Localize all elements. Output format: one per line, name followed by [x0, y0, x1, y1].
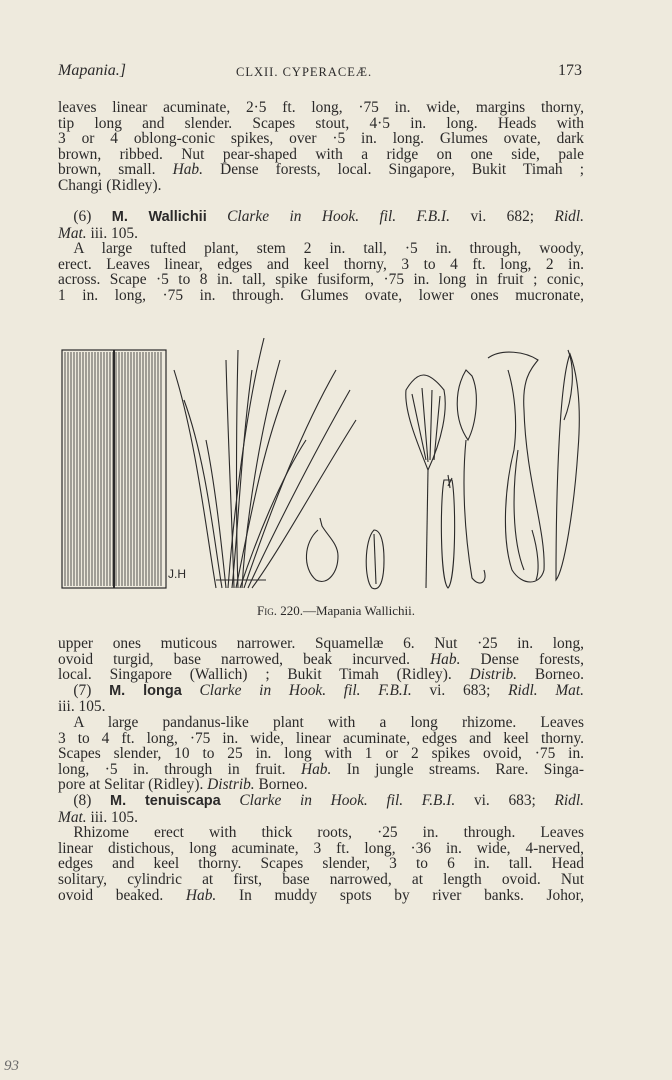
- text-line: brown, ribbed. Nut pear-shaped with a ridge on one side, pale: [58, 145, 584, 163]
- text-line: across. Scape ·5 to 8 in. tall, spike fusiform, ·75 in. long in fruit ; conic,: [58, 271, 584, 289]
- species-heading: (6) M. Wallichii Clarke in Hook. fil. F.B.I. vi. 682; Ridl.: [73, 208, 584, 225]
- paragraph-species-6-to-8: [58, 636, 584, 903]
- text-line: Mat. iii. 105.: [58, 224, 138, 242]
- text-line: solitary, cylindric at first, base narrowed, at length ovoid. Nut: [58, 870, 584, 888]
- figure-mapania-wallichii: [56, 330, 596, 598]
- text-line: 3 to 4 ft. long, ·75 in. wide, linear acuminate, edges and keel thorny.: [58, 729, 584, 747]
- text-line: Mat. iii. 105.: [58, 808, 138, 826]
- text-line: upper ones muticous narrower. Squamellæ 6. Nut ·25 in. long,: [58, 635, 584, 652]
- species-name: M. Wallichii: [111, 209, 207, 225]
- nut-illustration: [306, 518, 384, 589]
- page-number: 173: [558, 62, 582, 79]
- margin-annotation: 93: [4, 1058, 19, 1074]
- text-line: linear distichous, long acuminate, 3 ft. long, ·36 in. wide, 4-nerved,: [58, 839, 584, 857]
- page-header: [58, 62, 582, 88]
- text-line: leaves linear acuminate, 2·5 ft. long, ·75 in. wide, margins thorny,: [58, 99, 584, 116]
- species-heading: (8) M. tenuiscapa Clarke in Hook. fil. F.B.I. vi. 683; Ridl.: [73, 791, 584, 809]
- text-line: Scapes slender, 10 to 25 in. long with 1 or 2 spikes ovoid, ·75 in.: [58, 745, 584, 763]
- text-line: pore at Selitar (Ridley). Distrib. Borneo.: [58, 776, 308, 794]
- species-name: M. tenuiscapa: [110, 792, 221, 809]
- running-head-family: CLXII. CYPERACEÆ.: [236, 65, 373, 79]
- figure-caption: Fig. 220.—Mapania Wallichii.: [256, 603, 416, 618]
- text-line: ovoid beaked. Hab. In muddy spots by river banks. Johor,: [58, 886, 584, 904]
- text-line: ovoid turgid, base narrowed, beak incurved. Hab. Dense forests,: [58, 650, 584, 668]
- text-line: iii. 105.: [58, 698, 106, 716]
- text-line: tip long and slender. Scapes stout, 4·5 in. long. Heads with: [58, 114, 584, 132]
- paragraph-species-6: [58, 209, 584, 304]
- text-line: Changi (Ridley).: [58, 176, 162, 194]
- text-line: A large tufted plant, stem 2 in. tall, ·5 in. through, woody,: [73, 240, 584, 258]
- text-line: long, ·5 in. through in fruit. Hab. In jungle streams. Rare. Singa-: [58, 760, 584, 778]
- hab-label: Hab.: [172, 161, 203, 179]
- text-line: erect. Leaves linear, edges and keel thorny, 3 to 4 ft. long, 2 in.: [58, 255, 584, 273]
- running-head-genus: Mapania.]: [58, 62, 126, 79]
- text-line: A large pandanus-like plant with a long rhizome. Leaves: [73, 713, 584, 731]
- text-line: edges and keel thorny. Scapes slender, 3 to 6 in. tall. Head: [58, 855, 584, 873]
- paragraph-species-5-end: [58, 100, 584, 194]
- species-heading: (7) M. longa Clarke in Hook. fil. F.B.I. vi. 683; Ridl. Mat.: [73, 681, 584, 699]
- text-line: brown, small. Hab. Dense forests, local. Singapore, Bukit Timah ;: [58, 161, 584, 179]
- text-line: 3 or 4 oblong-conic spikes, over ·5 in. long. Glumes ovate, dark: [58, 130, 584, 148]
- tufted-plant-illustration: [174, 338, 356, 588]
- text-line: Rhizome erect with thick roots, ·25 in. through. Leaves: [73, 824, 584, 842]
- text-line: 1 in. long, ·75 in. through. Glumes ovate, lower ones mucronate,: [58, 286, 584, 304]
- glume-illustration: [488, 350, 579, 582]
- species-name: M. longa: [109, 682, 182, 699]
- text-line: local. Singapore (Wallich) ; Bukit Timah (Ridley). Distrib. Borneo.: [58, 666, 584, 684]
- leaf-section-illustration: [62, 350, 166, 588]
- illustrator-initials: J.H: [168, 567, 186, 581]
- spike-illustration: [406, 370, 485, 588]
